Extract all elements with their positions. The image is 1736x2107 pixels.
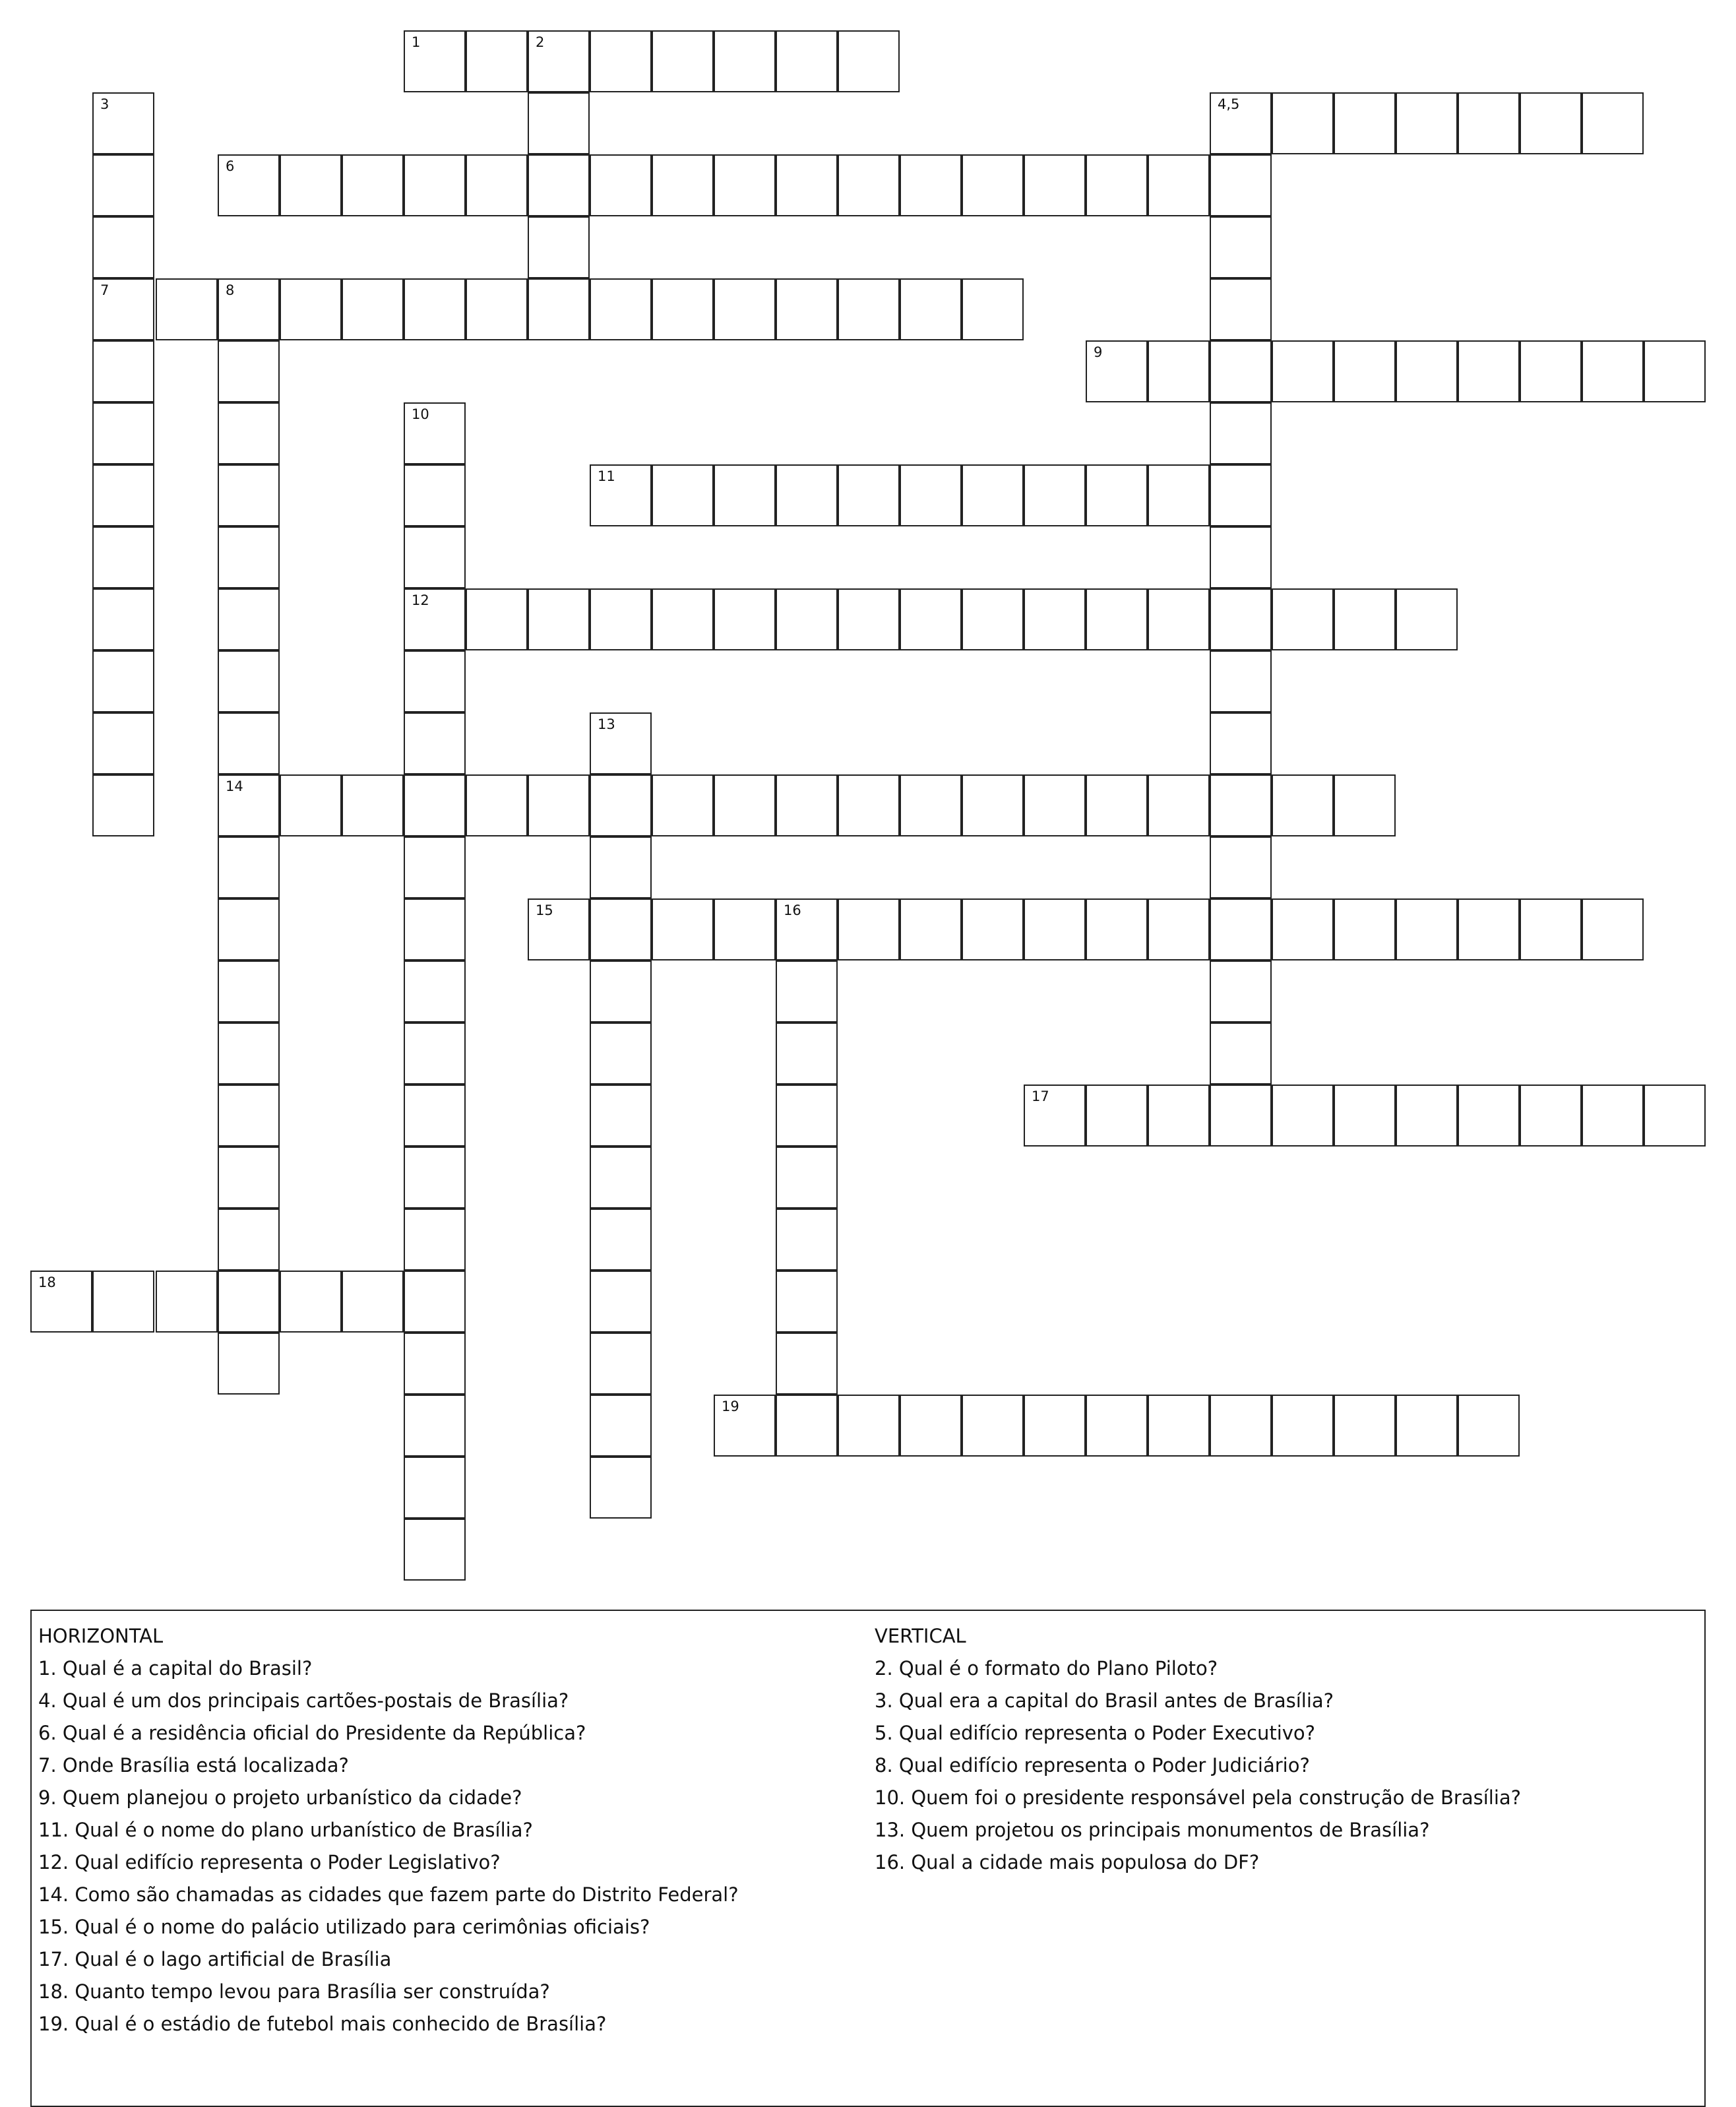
grid-cell[interactable] — [92, 464, 154, 526]
grid-cell[interactable] — [1520, 92, 1582, 154]
grid-cell[interactable] — [776, 1395, 838, 1457]
grid-cell[interactable] — [590, 1147, 652, 1209]
grid-cell[interactable] — [30, 1271, 92, 1333]
grid-cell[interactable] — [590, 712, 652, 774]
clue-horizontal-9: 9. Quem planejou o projeto urbanístico da cidade? — [38, 1786, 522, 1809]
grid-cell[interactable] — [1520, 898, 1582, 960]
grid-cell[interactable] — [714, 30, 776, 92]
grid-cell[interactable] — [404, 1457, 466, 1519]
grid-cell[interactable] — [92, 216, 154, 278]
grid-cell[interactable] — [776, 1209, 838, 1271]
grid-cell[interactable] — [590, 960, 652, 1022]
grid-cell[interactable] — [92, 402, 154, 464]
grid-cell[interactable] — [218, 650, 280, 712]
grid-cell[interactable] — [590, 1271, 652, 1333]
grid-cell[interactable] — [1148, 340, 1210, 402]
grid-cell[interactable] — [1396, 1395, 1458, 1457]
grid-cell[interactable] — [218, 402, 280, 464]
grid-cell[interactable] — [1210, 464, 1272, 526]
grid-cell[interactable] — [1458, 92, 1520, 154]
grid-cell[interactable] — [590, 774, 652, 836]
grid-cell[interactable] — [652, 774, 714, 836]
grid-cell[interactable] — [838, 30, 900, 92]
grid-cell[interactable] — [404, 154, 466, 216]
grid-cell[interactable] — [528, 774, 590, 836]
grid-cell[interactable] — [218, 1333, 280, 1395]
grid-cell[interactable] — [218, 960, 280, 1022]
grid-cell[interactable] — [404, 1333, 466, 1395]
grid-cell[interactable] — [590, 1333, 652, 1395]
grid-cell[interactable] — [404, 960, 466, 1022]
grid-cell[interactable] — [590, 1209, 652, 1271]
grid-cell[interactable] — [528, 278, 590, 340]
clue-horizontal-11: 11. Qual é o nome do plano urbanístico de Brasília? — [38, 1819, 533, 1841]
grid-cell[interactable] — [1520, 1085, 1582, 1147]
grid-cell[interactable] — [218, 836, 280, 898]
clue-number: 16 — [784, 902, 801, 918]
grid-cell[interactable] — [342, 278, 404, 340]
grid-cell[interactable] — [1210, 836, 1272, 898]
grid-cell[interactable] — [528, 92, 590, 154]
grid-cell[interactable] — [1396, 92, 1458, 154]
grid-cell[interactable] — [218, 278, 280, 340]
grid-cell[interactable] — [776, 1022, 838, 1085]
grid-cell[interactable] — [1148, 1085, 1210, 1147]
grid-cell[interactable] — [838, 464, 900, 526]
grid-cell[interactable] — [1086, 1085, 1148, 1147]
grid-cell[interactable] — [590, 588, 652, 650]
clue-vertical-3: 3. Qual era a capital do Brasil antes de Brasília? — [875, 1689, 1334, 1712]
clue-number: 8 — [226, 282, 235, 298]
grid-cell[interactable] — [590, 898, 652, 960]
grid-cell[interactable] — [714, 154, 776, 216]
grid-cell[interactable] — [838, 278, 900, 340]
grid-cell[interactable] — [404, 712, 466, 774]
grid-cell[interactable] — [1086, 774, 1148, 836]
grid-cell[interactable] — [404, 650, 466, 712]
grid-cell[interactable] — [1210, 216, 1272, 278]
grid-cell[interactable] — [776, 1333, 838, 1395]
grid-cell[interactable] — [92, 588, 154, 650]
grid-cell[interactable] — [1334, 898, 1396, 960]
grid-cell[interactable] — [714, 588, 776, 650]
clue-number: 12 — [412, 592, 429, 608]
grid-cell[interactable] — [1210, 588, 1272, 650]
grid-cell[interactable] — [1272, 1085, 1334, 1147]
clue-horizontal-1: 1. Qual é a capital do Brasil? — [38, 1657, 313, 1680]
grid-cell[interactable] — [962, 898, 1024, 960]
grid-cell[interactable] — [1210, 774, 1272, 836]
grid-cell[interactable] — [92, 526, 154, 588]
grid-cell[interactable] — [528, 154, 590, 216]
grid-cell[interactable] — [714, 898, 776, 960]
grid-cell[interactable] — [92, 92, 154, 154]
grid-cell[interactable] — [652, 898, 714, 960]
grid-cell[interactable] — [1582, 340, 1644, 402]
grid-cell[interactable] — [714, 1395, 776, 1457]
grid-cell[interactable] — [1272, 92, 1334, 154]
grid-cell[interactable] — [1210, 340, 1272, 402]
grid-cell[interactable] — [92, 340, 154, 402]
grid-cell[interactable] — [466, 278, 528, 340]
grid-cell[interactable] — [590, 1022, 652, 1085]
grid-cell[interactable] — [1024, 588, 1086, 650]
horizontal-clues-column — [38, 1620, 850, 2040]
grid-cell[interactable] — [900, 1395, 962, 1457]
grid-cell[interactable] — [1458, 340, 1520, 402]
grid-cell[interactable] — [1210, 898, 1272, 960]
grid-cell[interactable] — [776, 588, 838, 650]
grid-cell[interactable] — [466, 588, 528, 650]
grid-cell[interactable] — [590, 836, 652, 898]
grid-cell[interactable] — [1644, 1085, 1706, 1147]
grid-cell[interactable] — [404, 464, 466, 526]
clue-number: 6 — [226, 158, 235, 174]
clue-horizontal-6: 6. Qual é a residência oficial do Presidente da República? — [38, 1722, 586, 1744]
grid-cell[interactable] — [218, 464, 280, 526]
grid-cell[interactable] — [652, 30, 714, 92]
grid-cell[interactable] — [1086, 588, 1148, 650]
grid-cell[interactable] — [404, 278, 466, 340]
grid-cell[interactable] — [404, 588, 466, 650]
grid-cell[interactable] — [590, 1457, 652, 1519]
grid-cell[interactable] — [92, 650, 154, 712]
grid-cell[interactable] — [776, 464, 838, 526]
grid-cell[interactable] — [1396, 1085, 1458, 1147]
grid-cell[interactable] — [404, 774, 466, 836]
grid-cell[interactable] — [714, 278, 776, 340]
grid-cell[interactable] — [404, 898, 466, 960]
clue-vertical-13: 13. Quem projetou os principais monumentos de Brasília? — [875, 1819, 1430, 1841]
clue-horizontal-4: 4. Qual é um dos principais cartões-postais de Brasília? — [38, 1689, 569, 1712]
grid-cell[interactable] — [1458, 1085, 1520, 1147]
grid-cell[interactable] — [218, 1085, 280, 1147]
grid-cell[interactable] — [218, 898, 280, 960]
grid-cell[interactable] — [776, 898, 838, 960]
grid-cell[interactable] — [1334, 92, 1396, 154]
grid-cell[interactable] — [1086, 340, 1148, 402]
grid-cell[interactable] — [404, 1209, 466, 1271]
grid-cell[interactable] — [838, 1395, 900, 1457]
grid-cell[interactable] — [342, 774, 404, 836]
grid-cell[interactable] — [404, 1085, 466, 1147]
clue-horizontal-17: 17. Qual é o lago artificial de Brasília — [38, 1948, 392, 1970]
grid-cell[interactable] — [218, 588, 280, 650]
grid-cell[interactable] — [280, 154, 342, 216]
grid-cell[interactable] — [1148, 774, 1210, 836]
grid-cell[interactable] — [1396, 898, 1458, 960]
grid-cell[interactable] — [1210, 278, 1272, 340]
grid-cell[interactable] — [1210, 154, 1272, 216]
grid-cell[interactable] — [776, 960, 838, 1022]
grid-cell[interactable] — [404, 836, 466, 898]
grid-cell[interactable] — [776, 1085, 838, 1147]
vertical-clues-column — [875, 1620, 1692, 1879]
grid-cell[interactable] — [528, 898, 590, 960]
grid-cell[interactable] — [900, 464, 962, 526]
clue-number: 2 — [536, 34, 545, 50]
grid-cell[interactable] — [466, 30, 528, 92]
clue-horizontal-15: 15. Qual é o nome do palácio utilizado para cerimônias oficiais? — [38, 1916, 650, 1938]
grid-cell[interactable] — [1272, 588, 1334, 650]
clue-horizontal-18: 18. Quanto tempo levou para Brasília ser construída? — [38, 1980, 550, 2003]
grid-cell[interactable] — [1210, 402, 1272, 464]
grid-cell[interactable] — [1210, 526, 1272, 588]
grid-cell[interactable] — [404, 1395, 466, 1457]
grid-cell[interactable] — [962, 774, 1024, 836]
clue-number: 11 — [598, 468, 615, 484]
grid-cell[interactable] — [900, 774, 962, 836]
clue-horizontal-14: 14. Como são chamadas as cidades que fazem parte do Distrito Federal? — [38, 1883, 739, 1906]
grid-cell[interactable] — [652, 278, 714, 340]
grid-cell[interactable] — [404, 526, 466, 588]
grid-cell[interactable] — [1396, 588, 1458, 650]
grid-cell[interactable] — [1272, 898, 1334, 960]
grid-cell[interactable] — [590, 154, 652, 216]
clue-number: 7 — [100, 282, 109, 298]
grid-cell[interactable] — [280, 1271, 342, 1333]
grid-cell[interactable] — [776, 278, 838, 340]
grid-cell[interactable] — [590, 278, 652, 340]
grid-cell[interactable] — [1024, 464, 1086, 526]
grid-cell[interactable] — [218, 526, 280, 588]
grid-cell[interactable] — [962, 588, 1024, 650]
clue-number: 9 — [1094, 344, 1103, 360]
grid-cell[interactable] — [1644, 340, 1706, 402]
grid-cell[interactable] — [404, 402, 466, 464]
grid-cell[interactable] — [652, 588, 714, 650]
clue-number: 13 — [598, 716, 615, 732]
clue-number: 4,5 — [1218, 96, 1240, 112]
grid-cell[interactable] — [590, 1395, 652, 1457]
grid-cell[interactable] — [1148, 1395, 1210, 1457]
grid-cell[interactable] — [714, 774, 776, 836]
grid-cell[interactable] — [1210, 712, 1272, 774]
grid-cell[interactable] — [218, 712, 280, 774]
vertical-heading: VERTICAL — [875, 1625, 966, 1647]
grid-cell[interactable] — [280, 774, 342, 836]
clue-horizontal-7: 7. Onde Brasília está localizada? — [38, 1754, 349, 1777]
grid-cell[interactable] — [590, 30, 652, 92]
clues-box — [30, 1610, 1706, 2107]
grid-cell[interactable] — [962, 278, 1024, 340]
grid-cell[interactable] — [1210, 1085, 1272, 1147]
grid-cell[interactable] — [1334, 1395, 1396, 1457]
grid-cell[interactable] — [342, 1271, 404, 1333]
grid-cell[interactable] — [590, 1085, 652, 1147]
grid-cell[interactable] — [776, 154, 838, 216]
grid-cell[interactable] — [652, 154, 714, 216]
grid-cell[interactable] — [1334, 588, 1396, 650]
grid-cell[interactable] — [900, 898, 962, 960]
grid-cell[interactable] — [1086, 464, 1148, 526]
grid-cell[interactable] — [900, 588, 962, 650]
grid-cell[interactable] — [1086, 154, 1148, 216]
grid-cell[interactable] — [714, 464, 776, 526]
grid-cell[interactable] — [838, 774, 900, 836]
clue-vertical-2: 2. Qual é o formato do Plano Piloto? — [875, 1657, 1218, 1680]
grid-cell[interactable] — [528, 216, 590, 278]
grid-cell[interactable] — [1334, 340, 1396, 402]
grid-cell[interactable] — [838, 154, 900, 216]
grid-cell[interactable] — [900, 154, 962, 216]
grid-cell[interactable] — [1334, 1085, 1396, 1147]
clue-number: 10 — [412, 406, 429, 422]
grid-cell[interactable] — [404, 30, 466, 92]
grid-cell[interactable] — [218, 154, 280, 216]
grid-cell[interactable] — [218, 340, 280, 402]
grid-cell[interactable] — [1272, 774, 1334, 836]
grid-cell[interactable] — [218, 774, 280, 836]
grid-cell[interactable] — [776, 1147, 838, 1209]
grid-cell[interactable] — [1396, 340, 1458, 402]
grid-cell[interactable] — [838, 898, 900, 960]
grid-cell[interactable] — [528, 30, 590, 92]
grid-cell[interactable] — [1334, 774, 1396, 836]
grid-cell[interactable] — [466, 774, 528, 836]
clue-number: 18 — [38, 1274, 56, 1290]
grid-cell[interactable] — [466, 154, 528, 216]
grid-cell[interactable] — [1148, 898, 1210, 960]
grid-cell[interactable] — [218, 1022, 280, 1085]
grid-cell[interactable] — [342, 154, 404, 216]
grid-cell[interactable] — [838, 588, 900, 650]
grid-cell[interactable] — [1024, 898, 1086, 960]
grid-cell[interactable] — [1210, 960, 1272, 1022]
clue-number: 3 — [100, 96, 109, 112]
horizontal-heading: HORIZONTAL — [38, 1625, 164, 1647]
grid-cell[interactable] — [1210, 92, 1272, 154]
grid-cell[interactable] — [1582, 1085, 1644, 1147]
grid-cell[interactable] — [1148, 588, 1210, 650]
clue-vertical-5: 5. Qual edifício representa o Poder Executivo? — [875, 1722, 1316, 1744]
grid-cell[interactable] — [92, 278, 154, 340]
grid-cell[interactable] — [1210, 650, 1272, 712]
grid-cell[interactable] — [1086, 898, 1148, 960]
clue-number: 15 — [536, 902, 553, 918]
grid-cell[interactable] — [1458, 898, 1520, 960]
clue-number: 1 — [412, 34, 421, 50]
grid-cell[interactable] — [590, 464, 652, 526]
grid-cell[interactable] — [92, 154, 154, 216]
grid-cell[interactable] — [962, 1395, 1024, 1457]
grid-cell[interactable] — [404, 1271, 466, 1333]
grid-cell[interactable] — [1272, 1395, 1334, 1457]
grid-cell[interactable] — [92, 712, 154, 774]
clue-number: 17 — [1032, 1088, 1049, 1104]
clue-vertical-10: 10. Quem foi o presidente responsável pela construção de Brasília? — [875, 1786, 1522, 1809]
grid-cell[interactable] — [1458, 1395, 1520, 1457]
grid-cell[interactable] — [1210, 1022, 1272, 1085]
clue-vertical-16: 16. Qual a cidade mais populosa do DF? — [875, 1851, 1260, 1873]
grid-cell[interactable] — [404, 1022, 466, 1085]
grid-cell[interactable] — [1520, 340, 1582, 402]
grid-cell[interactable] — [1024, 774, 1086, 836]
grid-cell[interactable] — [528, 588, 590, 650]
grid-cell[interactable] — [404, 1147, 466, 1209]
grid-cell[interactable] — [652, 464, 714, 526]
grid-cell[interactable] — [1024, 1395, 1086, 1457]
grid-cell[interactable] — [404, 1519, 466, 1581]
grid-cell[interactable] — [1086, 1395, 1148, 1457]
clue-vertical-8: 8. Qual edifício representa o Poder Judiciário? — [875, 1754, 1310, 1777]
grid-cell[interactable] — [962, 154, 1024, 216]
grid-cell[interactable] — [1148, 464, 1210, 526]
grid-cell[interactable] — [1582, 898, 1644, 960]
grid-cell[interactable] — [156, 1271, 218, 1333]
grid-cell[interactable] — [962, 464, 1024, 526]
clue-number: 14 — [226, 778, 243, 794]
grid-cell[interactable] — [1210, 1395, 1272, 1457]
grid-cell[interactable] — [280, 278, 342, 340]
grid-cell[interactable] — [776, 30, 838, 92]
grid-cell[interactable] — [218, 1209, 280, 1271]
grid-cell[interactable] — [776, 774, 838, 836]
grid-cell[interactable] — [1024, 1085, 1086, 1147]
clue-number: 19 — [722, 1399, 739, 1414]
grid-cell[interactable] — [218, 1271, 280, 1333]
clue-horizontal-12: 12. Qual edifício representa o Poder Legislativo? — [38, 1851, 501, 1873]
grid-cell[interactable] — [92, 1271, 154, 1333]
grid-cell[interactable] — [900, 278, 962, 340]
grid-cell[interactable] — [1272, 340, 1334, 402]
grid-cell[interactable] — [1024, 154, 1086, 216]
grid-cell[interactable] — [1582, 92, 1644, 154]
grid-cell[interactable] — [776, 1271, 838, 1333]
clue-horizontal-19: 19. Qual é o estádio de futebol mais conhecido de Brasília? — [38, 2013, 607, 2035]
grid-cell[interactable] — [156, 278, 218, 340]
grid-cell[interactable] — [92, 774, 154, 836]
grid-cell[interactable] — [1148, 154, 1210, 216]
grid-cell[interactable] — [218, 1147, 280, 1209]
